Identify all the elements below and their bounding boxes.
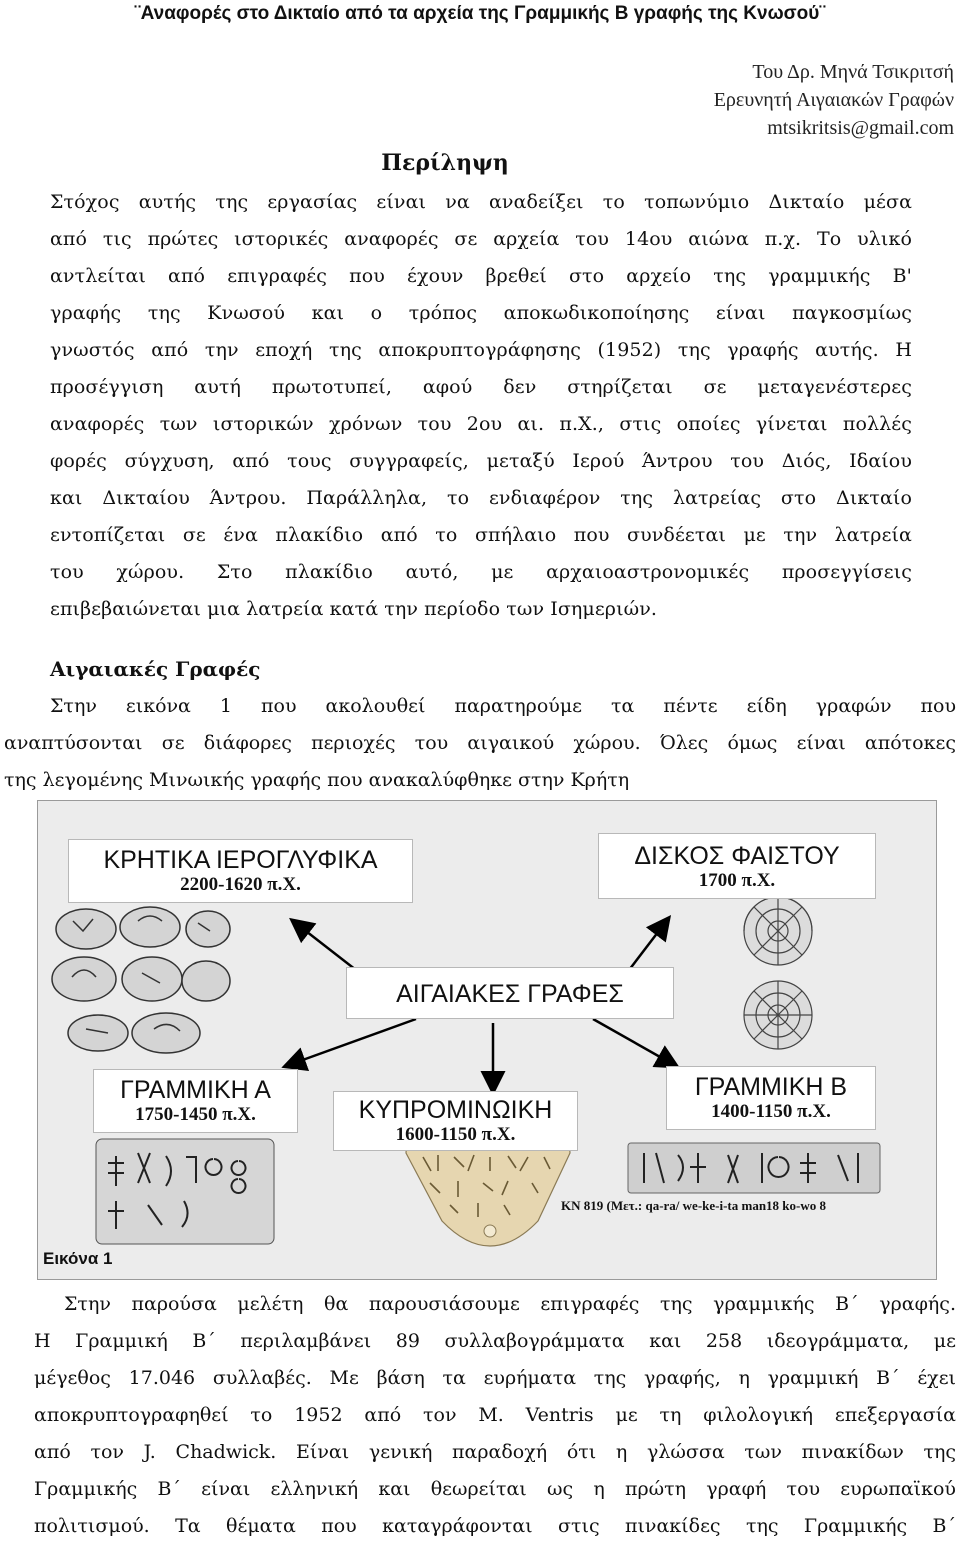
linear-b-tablet-illustration <box>628 1143 880 1193</box>
box-date: 2200-1620 π.Χ. <box>180 874 301 895</box>
abstract-line: επιβεβαιώνεται μια λατρεία κατά την περίοδο των Ισημεριών. <box>50 598 657 620</box>
abstract-line: Στόχος αυτής της εργασίας είναι να αναδείξει το τοπωνύμιο Δικταίο μέσα <box>50 191 912 213</box>
paragraph-line: Στην παρούσα μελέτη θα παρουσιάσουμε επιγραφές της γραμμικής Β΄ γραφής. <box>64 1293 956 1315</box>
figure-aegean-scripts <box>37 800 937 1280</box>
document-title: ¨Αναφορές στο Δικταίο από τα αρχεία της Γραμμικής Β γραφής της Κνωσού¨ <box>134 3 826 24</box>
author-name: Του Δρ. Μηνά Τσικριτσή <box>752 61 954 83</box>
box-title: ΚΡΗΤΙΚΑ ΙΕΡΟΓΛΥΦΙΚΑ <box>103 846 378 874</box>
linear-b-tablet-label: KN 819 (Μετ.: qa-ra/ we-ke-i-ta man18 ko-wo 8 <box>561 1198 827 1213</box>
box-title: ΓΡΑΜΜΙΚΗ Β <box>694 1073 848 1101</box>
section-paragraph <box>4 688 956 799</box>
box-cretan-hieroglyphics <box>68 839 413 903</box>
box-date: 1400-1150 π.Χ. <box>711 1101 831 1122</box>
figure-center-title: ΑΙΓΑΙΑΚΕΣ ΓΡΑΦΕΣ <box>396 980 624 1008</box>
abstract-line: εντοπίζεται σε ένα πλακίδιο από το σπήλαιο που συνδέεται με την λατρεία <box>50 524 912 546</box>
abstract-line: και Δικταίου Άντρου. Παράλληλα, το ενδιαφέρον της λατρείας στο Δικταίο <box>50 487 912 509</box>
abstract-line: γραφής της Κνωσού και ο τρόπος αποκωδικοποίησης είναι παγκοσμίως <box>50 302 912 324</box>
abstract-line: από τις πρώτες ιστορικές αναφορές σε αρχεία του 14ου αιώνα π.χ. Το υλικό <box>50 228 912 250</box>
box-title: ΚΥΠΡΟΜΙΝΩΙΚΗ <box>358 1096 553 1124</box>
paragraph-line: της λεγομένης Μινωικής γραφής που ανακαλύφθηκε στην Κρήτη <box>4 769 630 791</box>
author-email[interactable]: mtsikritsis@gmail.com <box>767 117 954 139</box>
linear-a-tablet-illustration <box>96 1139 274 1244</box>
author-role: Ερευνητή Αιγαιακών Γραφών <box>713 89 954 111</box>
box-linear-a <box>93 1069 298 1133</box>
abstract-line: προσέγγιση αυτή πρωτοτυπεί, αφού δεν στηρίζεται σε μεταγενέστερες <box>50 376 912 398</box>
abstract-heading <box>0 148 960 178</box>
cypro-minoan-tablet-illustration <box>406 1143 570 1246</box>
box-title: ΓΡΑΜΜΙΚΗ Α <box>120 1076 271 1104</box>
box-title: ΔΙΣΚΟΣ ΦΑΙΣΤΟΥ <box>634 842 840 870</box>
phaistos-disc-illustration <box>744 897 812 1049</box>
hieroglyphic-seals-illustration <box>52 907 230 1053</box>
paragraph-line: αποκρυπτογραφηθεί το 1952 από τον M. Ventris με τη φιλολογική επεξεργασία <box>34 1404 956 1426</box>
figure-caption: Εικόνα 1 <box>43 1249 113 1268</box>
abstract-line: φορές σύγχυση, από τους συγγραφείς, μεταξύ Ιερού Άντρου του Διός, Ιδαίου <box>50 450 912 472</box>
abstract-line: αντλείται από επιγραφές που έχουν βρεθεί στο αρχείο της γραμμικής Β' <box>50 265 912 287</box>
body-paragraph <box>34 1286 956 1545</box>
paragraph-line: Η Γραμμική Β΄ περιλαμβάνει 89 συλλαβογράμματα και 258 ιδεογράμματα, με <box>34 1330 956 1352</box>
box-date: 1700 π.Χ. <box>698 870 776 891</box>
paragraph-line: αναπτύσονται σε διάφορες περιοχές του αιγαικού χώρου. Όλες όμως είναι απότοκες <box>4 732 956 754</box>
box-cypro-minoan <box>333 1091 578 1151</box>
section-heading: Αιγαιακές Γραφές <box>50 657 261 681</box>
abstract-line: αναφορές των ιστορικών χρόνων του 2ου αι. π.Χ., στις οποίες γίνεται πολλές <box>50 413 912 435</box>
paragraph-line: από τον J. Chadwick. Είναι γενική παραδοχή ότι η γλώσσα των πινακίδων της <box>34 1441 956 1463</box>
author-block <box>714 58 954 142</box>
paragraph-line: πολιτισμού. Τα θέματα που καταγράφονται στις πινακίδες της Γραμμικής Β΄ <box>34 1515 956 1537</box>
box-linear-b <box>666 1066 876 1130</box>
abstract-line: γνωστός από την εποχή της αποκρυπτογράφησης (1952) της γραφής αυτής. Η <box>50 339 912 361</box>
box-date: 1600-1150 π.Χ. <box>395 1124 516 1145</box>
abstract-paragraph <box>50 184 912 628</box>
abstract-line: του χώρου. Στο πλακίδιο αυτό, με αρχαιοαστρονομικές προσεγγίσεις <box>50 561 912 583</box>
paragraph-line: Στην εικόνα 1 που ακολουθεί παρατηρούμε τα πέντε είδη γραφών που <box>50 695 956 717</box>
box-date: 1750-1450 π.Χ. <box>135 1104 256 1125</box>
abstract-heading-text: Περίληψη <box>381 150 509 176</box>
paragraph-line: μέγεθος 17.046 συλλαβές. Με βάση τα ευρήματα της γραφής, η γραμμική Β΄ έχει <box>34 1367 956 1389</box>
paragraph-line: Γραμμικής Β΄ είναι ελληνική και θεωρείται ως η πρώτη γραφή του ευρωπαϊκού <box>34 1478 956 1500</box>
box-aegean-scripts <box>346 967 674 1019</box>
box-phaistos-disc <box>598 833 876 899</box>
